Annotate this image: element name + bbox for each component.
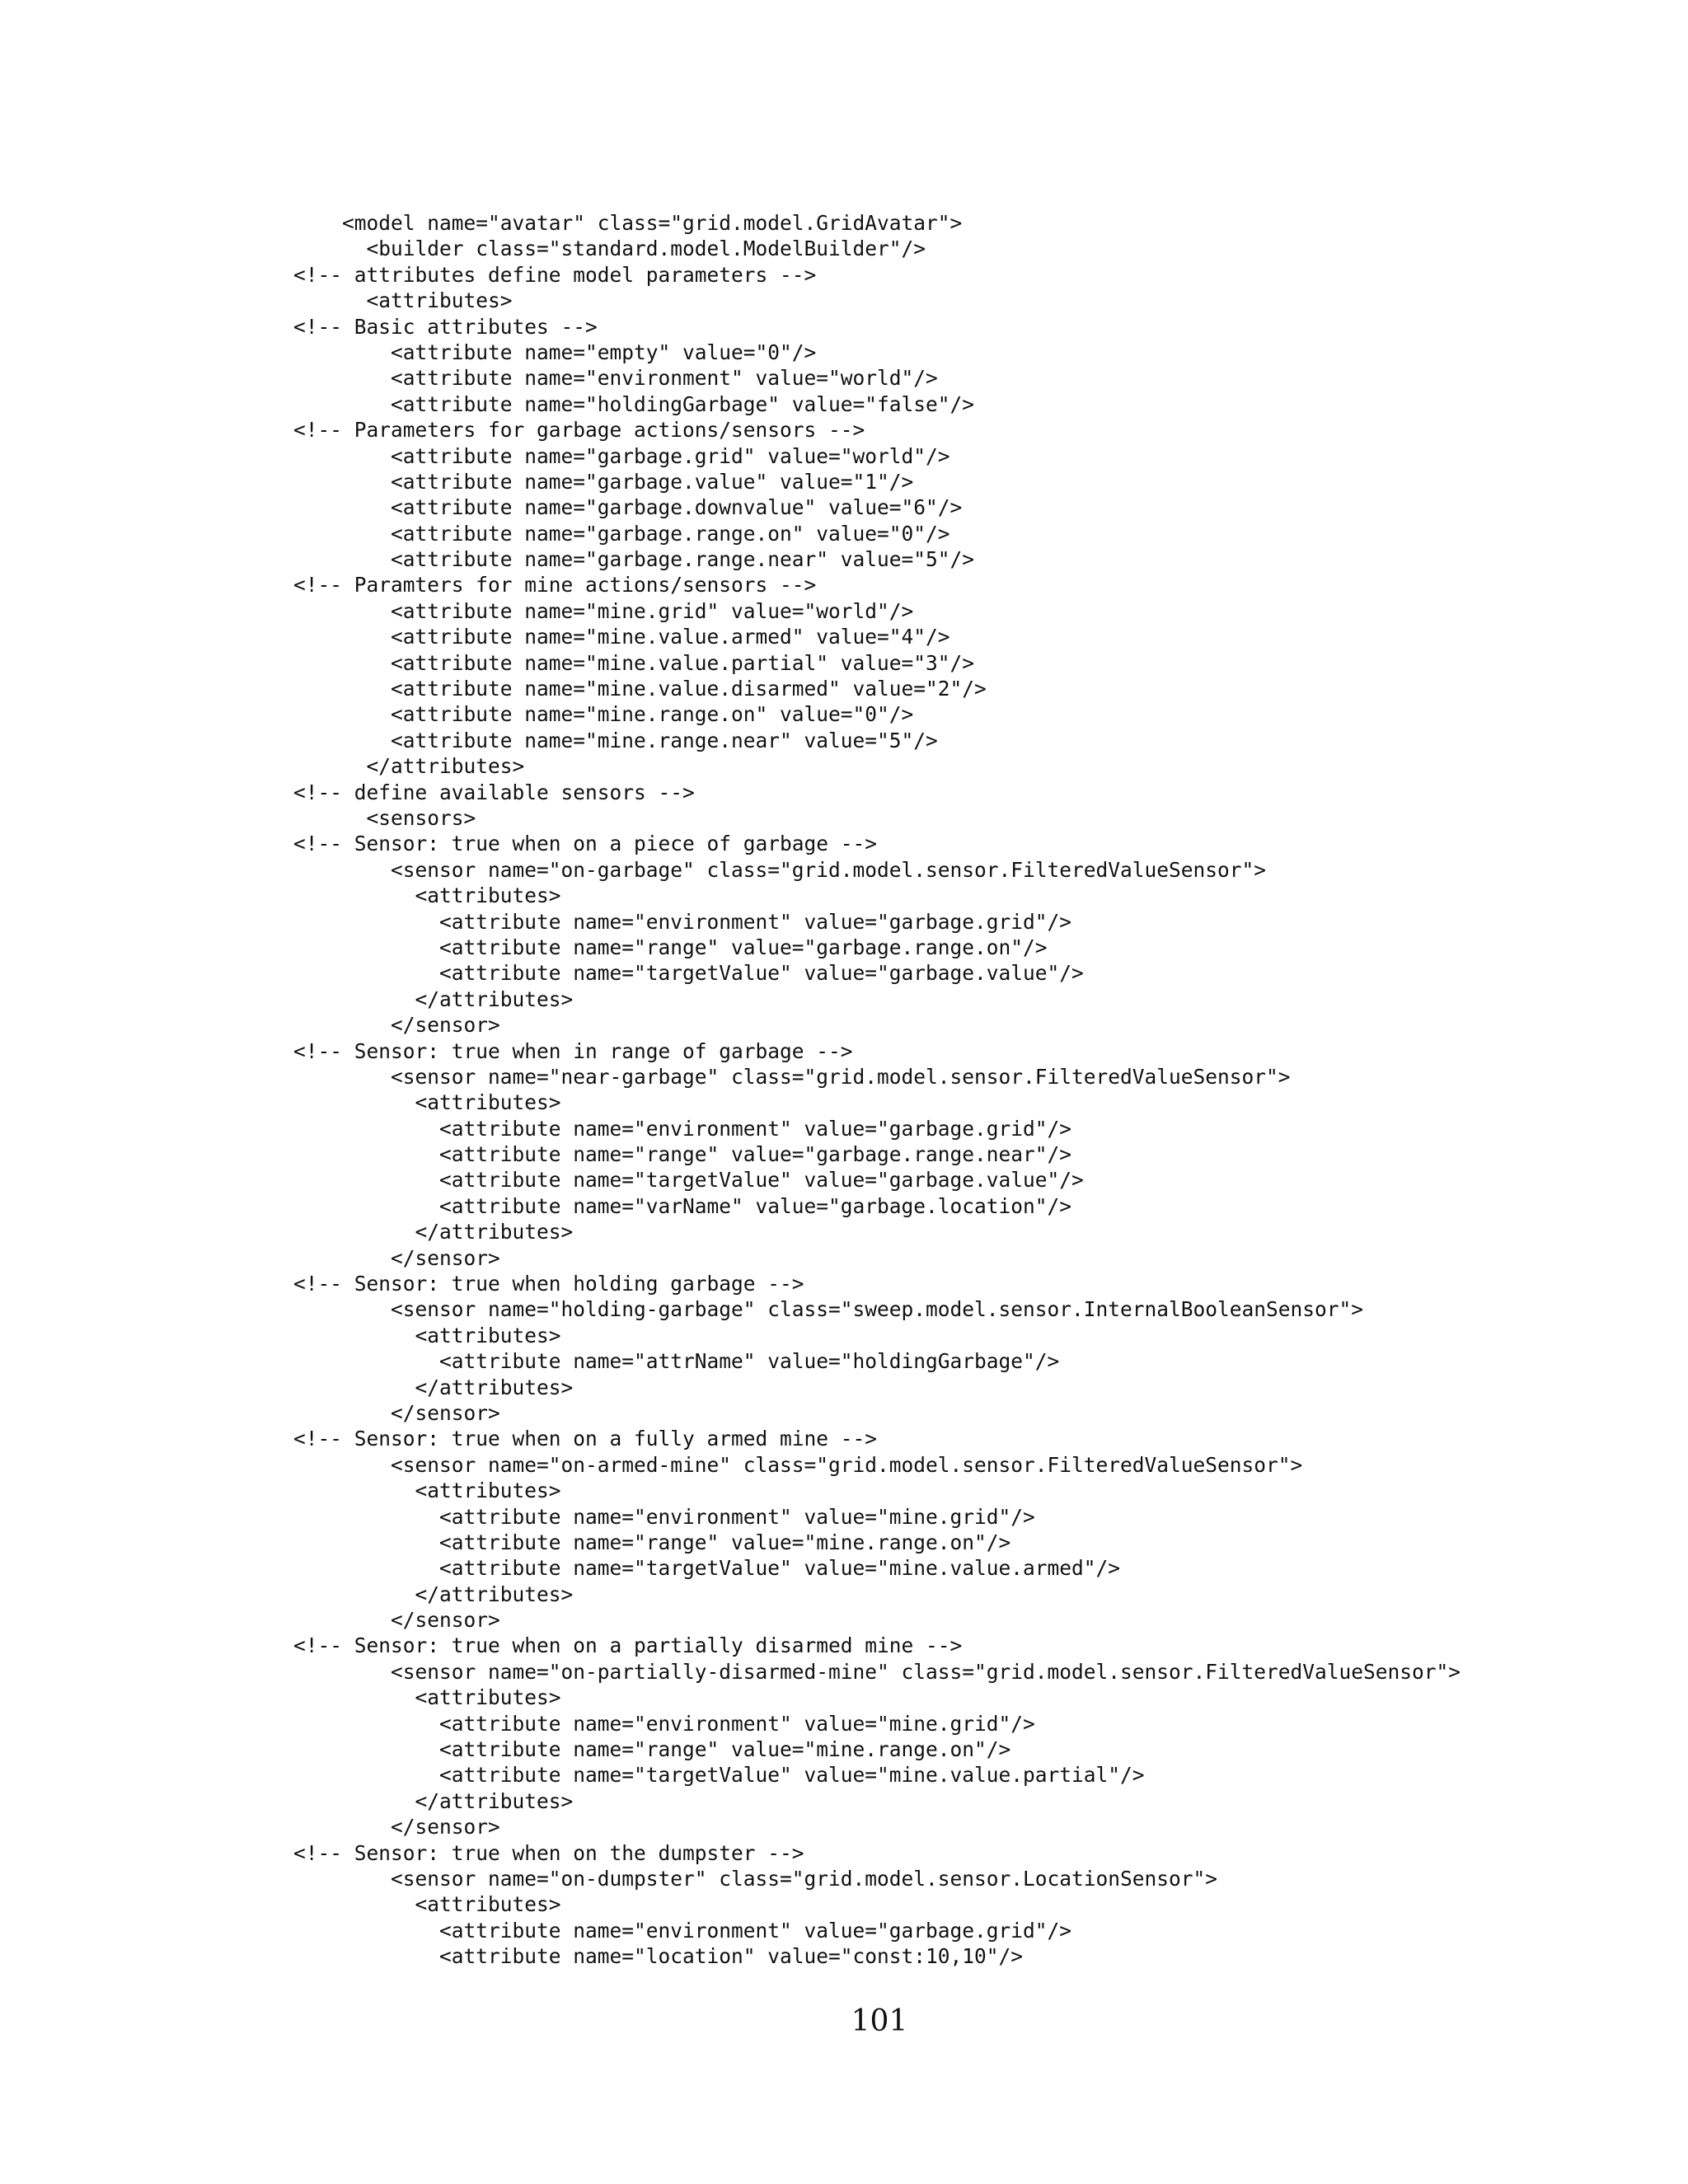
code-line: </attributes>: [293, 754, 525, 779]
code-line: <attribute name="garbage.range.near" value="5"/>: [293, 547, 975, 572]
code-line: <attributes>: [293, 1479, 561, 1503]
code-line: <attribute name="range" value="mine.range.on"/>: [293, 1530, 1011, 1554]
code-line: <attribute name="targetValue" value="garbage.value"/>: [293, 961, 1084, 986]
code-line: <attribute name="mine.grid" value="world"/>: [293, 598, 914, 623]
code-line: <attribute name="range" value="mine.range.on"/>: [293, 1737, 1011, 1762]
code-line: <attribute name="mine.value.armed" value="4"/>: [293, 625, 950, 649]
code-line: <attribute name="mine.value.disarmed" value="2"/>: [293, 677, 987, 701]
code-line: <attribute name="targetValue" value="mine.value.partial"/>: [293, 1763, 1145, 1788]
code-line: <attribute name="mine.range.on" value="0"/>: [293, 702, 914, 727]
code-line: </attributes>: [293, 987, 574, 1011]
code-line: <attribute name="garbage.value" value="1"/>: [293, 469, 914, 494]
code-line: <attribute name="environment" value="garbage.grid"/>: [293, 909, 1072, 934]
code-line: <!-- Sensor: true when on a fully armed mine -->: [293, 1427, 878, 1451]
code-line: <!-- Basic attributes -->: [293, 314, 598, 339]
code-line: <attributes>: [293, 1685, 561, 1710]
code-line: <attribute name="empty" value="0"/>: [293, 340, 817, 364]
code-line: <attribute name="environment" value="mine.grid"/>: [293, 1711, 1035, 1736]
code-line: <attribute name="range" value="garbage.range.on"/>: [293, 935, 1048, 959]
code-line: <attribute name="targetValue" value="mine.value.armed"/>: [293, 1556, 1121, 1581]
code-line: </sensor>: [293, 1013, 500, 1038]
code-line: </attributes>: [293, 1220, 574, 1244]
code-line: <sensor name="on-dumpster" class="grid.model.sensor.LocationSensor">: [293, 1867, 1218, 1891]
code-line: <attribute name="mine.value.partial" value="3"/>: [293, 650, 975, 675]
code-line: <attribute name="environment" value="garbage.grid"/>: [293, 1918, 1072, 1943]
code-line: <attribute name="garbage.range.on" value="0"/>: [293, 521, 950, 546]
code-line: <attribute name="environment" value="mine.grid"/>: [293, 1504, 1035, 1529]
code-line: <sensor name="on-partially-disarmed-mine" class="grid.model.sensor.FilteredValueSensor">: [293, 1659, 1461, 1684]
code-line: </attributes>: [293, 1375, 574, 1399]
code-line: <attribute name="range" value="garbage.range.near"/>: [293, 1142, 1072, 1167]
code-line: <!-- Sensor: true when on a partially disarmed mine -->: [293, 1633, 963, 1658]
code-line: <!-- Sensor: true when on the dumpster -->: [293, 1840, 804, 1865]
code-line: <attribute name="environment" value="world"/>: [293, 366, 938, 391]
code-line: </sensor>: [293, 1608, 500, 1633]
code-line: <attributes>: [293, 1090, 561, 1115]
code-line: </sensor>: [293, 1815, 500, 1840]
code-line: <attribute name="varName" value="garbage.location"/>: [293, 1193, 1072, 1218]
code-line: <attributes>: [293, 1892, 561, 1917]
code-line: <attribute name="garbage.downvalue" value="6"/>: [293, 495, 963, 520]
code-line: <sensor name="near-garbage" class="grid.model.sensor.FilteredValueSensor">: [293, 1064, 1291, 1089]
code-line: <model name="avatar" class="grid.model.GridAvatar">: [293, 211, 963, 235]
code-line: <attribute name="garbage.grid" value="world"/>: [293, 443, 950, 468]
code-line: </sensor>: [293, 1245, 500, 1270]
code-line: <attributes>: [293, 883, 561, 908]
code-line: <!-- Sensor: true when holding garbage -->: [293, 1272, 804, 1296]
code-line: <attributes>: [293, 1323, 561, 1347]
code-line: <attribute name="targetValue" value="garbage.value"/>: [293, 1168, 1084, 1193]
code-line: <attributes>: [293, 288, 513, 313]
code-line: <!-- Paramters for mine actions/sensors -->: [293, 573, 817, 598]
code-line: <sensors>: [293, 805, 476, 830]
code-line: <!-- Sensor: true when on a piece of garbage -->: [293, 832, 878, 856]
code-listing: [293, 210, 1461, 1970]
code-line: <attribute name="environment" value="garbage.grid"/>: [293, 1116, 1072, 1141]
code-line: <!-- attributes define model parameters -->: [293, 262, 817, 287]
code-line: </attributes>: [293, 1582, 574, 1606]
code-line: <!-- define available sensors -->: [293, 780, 695, 804]
code-line: <attribute name="holdingGarbage" value="false"/>: [293, 391, 975, 416]
code-line: <attribute name="mine.range.near" value="5"/>: [293, 728, 938, 752]
code-line: <attribute name="attrName" value="holdingGarbage"/>: [293, 1349, 1060, 1374]
code-line: <sensor name="on-garbage" class="grid.model.sensor.FilteredValueSensor">: [293, 857, 1267, 882]
code-line: <!-- Sensor: true when in range of garbage -->: [293, 1038, 853, 1063]
code-line: </attributes>: [293, 1788, 574, 1813]
page-number: 101: [851, 2004, 908, 2038]
code-line: <attribute name="location" value="const:10,10"/>: [293, 1944, 1024, 1969]
code-line: <builder class="standard.model.ModelBuilder"/>: [293, 237, 926, 261]
code-line: <sensor name="on-armed-mine" class="grid.model.sensor.FilteredValueSensor">: [293, 1452, 1303, 1477]
code-line: <!-- Parameters for garbage actions/sensors -->: [293, 418, 865, 443]
code-line: </sensor>: [293, 1400, 500, 1425]
code-line: <sensor name="holding-garbage" class="sweep.model.sensor.InternalBooleanSensor">: [293, 1297, 1364, 1322]
